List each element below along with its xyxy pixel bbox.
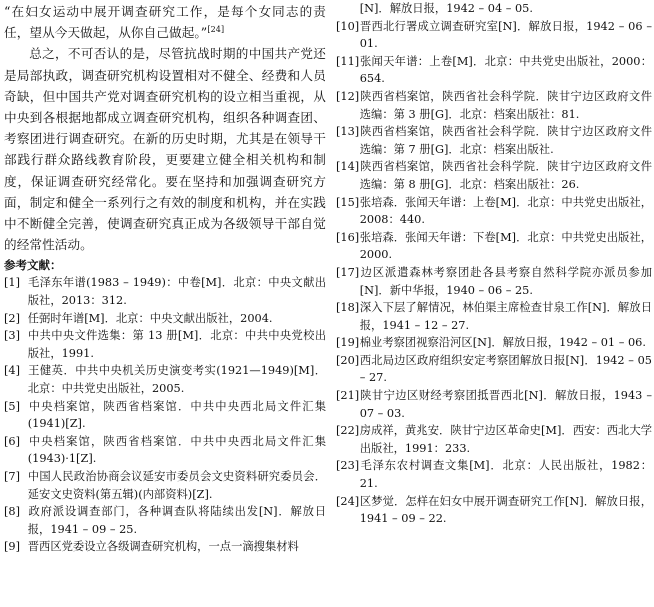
reference-item xyxy=(4,398,326,433)
reference-item xyxy=(336,194,652,229)
reference-number: [3] xyxy=(4,329,21,343)
reference-number: [8] xyxy=(4,505,21,519)
reference-text: 中共中央文件选集：第 13 册[M]．北京：中共中央党校出版社，1991. xyxy=(27,329,326,360)
reference-number: [11] xyxy=(336,54,360,68)
reference-item xyxy=(336,352,652,387)
reference-text: 陕西省档案馆，陕西省社会科学院．陕甘宁边区政府文件选编：第 3 册[G]．北京：档案出版社：81. xyxy=(359,89,652,121)
reference-number: [1] xyxy=(4,276,21,290)
reference-item xyxy=(336,457,652,492)
reference-text: 毛泽东农村调查文集[M]．北京：人民出版社，1982：21. xyxy=(359,459,652,491)
reference-text: 晋西北行署成立调查研究室[N]．解放日报，1942 – 06 – 01. xyxy=(359,19,652,51)
reference-item xyxy=(4,503,326,538)
reference-text: 房成祥，黄兆安．陕甘宁边区革命史[M]．西安：西北大学出版社，1991：233. xyxy=(359,424,652,455)
reference-text: [N]．解放日报，1942 – 04 – 05. xyxy=(359,2,533,15)
reference-text: 西北局边区政府组织安定考察团解放日报[N]．1942 – 05 – 27. xyxy=(359,353,652,385)
reference-item xyxy=(336,299,652,334)
reference-number: [23] xyxy=(336,459,360,473)
reference-number: [6] xyxy=(4,434,21,448)
reference-continuation xyxy=(336,0,652,18)
reference-number: [21] xyxy=(336,389,360,403)
reference-number: [9] xyxy=(4,540,21,554)
reference-number: [14] xyxy=(336,160,360,174)
reference-text: 边区派遣森林考察团赴各县考察自然科学院亦派员参加[N]．新中华报，1940 – 06 – 25. xyxy=(359,265,652,297)
reference-item xyxy=(336,493,652,528)
reference-text: 张培森．张闻天年谱：上卷[M]．北京：中共党史出版社，2008：440. xyxy=(359,195,652,227)
reference-text: 中国人民政治协商会议延安市委员会文史资料研究委员会．延安文史资料(第五辑)(内部资料)[Z]. xyxy=(27,469,326,501)
reference-text: 陕西省档案馆，陕西省社会科学院．陕甘宁边区政府文件选编：第 7 册[G]．北京：档案出版社. xyxy=(359,125,652,156)
quote-paragraph xyxy=(4,1,326,43)
reference-text: 陕甘宁边区财经考察团抵晋西北[N]．解放日报，1943 – 07 – 03. xyxy=(359,389,652,420)
left-column xyxy=(4,0,326,556)
reference-text: 毛泽东年谱(1983 – 1949)：中卷[M]．北京：中央文献出版社，2013：312. xyxy=(27,276,326,308)
reference-text: 深入下层了解情况，林伯渠主席检查甘泉工作[N]．解放日报，1941 – 12 – 27. xyxy=(359,301,652,332)
right-column xyxy=(336,0,652,528)
reference-number: [12] xyxy=(336,89,360,103)
reference-item xyxy=(336,229,652,264)
reference-item xyxy=(4,274,326,309)
reference-item xyxy=(4,468,326,503)
reference-number: [24] xyxy=(336,494,360,508)
reference-number: [5] xyxy=(4,399,21,413)
reference-text: 政府派设调查部门，各种调查队将陆续出发[N]．解放日报，1941 – 09 – 25. xyxy=(27,505,326,536)
conclusion-paragraph: 总之，不可否认的是，尽管抗战时期的中国共产党还是局部执政，调查研究机构设置相对不健全、经费和人员奇缺，但中国共产党对调查研究机构的设立相当重视，从中央到各根据地都成立调查研究机构，组织各种调查团、考察团进行调查研究。在新的历史时期，尤其是在领导干部践行群众路线教育阶段，更要建立健全相关机构和制度，保证调查研究经常化。要在坚持和加强调查研究方面，制定和健全一系列行之有效的制度和机构，并在实践中不断健全完善，使调查研究真正成为各级领导干部自觉的经常性活动。 xyxy=(4,46,326,253)
reference-number: [2] xyxy=(4,311,21,325)
reference-text: 棉业考察团视察沿河区[N]．解放日报，1942 – 01 – 06. xyxy=(359,336,646,350)
reference-number: [18] xyxy=(336,301,360,315)
reference-item xyxy=(336,422,652,457)
reference-text: 张培森．张闻天年谱：下卷[M]．北京：中共党史出版社，2000. xyxy=(359,230,652,262)
paragraph-text: “在妇女运动中展开调查研究工作，是每个女同志的责任，望从今天做起，从你自己做起。” xyxy=(4,4,326,41)
reference-item xyxy=(4,310,326,328)
reference-text: 中央档案馆，陕西省档案馆．中共中央西北局文件汇集(1941)[Z]. xyxy=(27,399,326,431)
reference-text: 中央档案馆，陕西省档案馆．中共中央西北局文件汇集(1943)·1[Z]. xyxy=(27,434,326,466)
reference-item xyxy=(336,264,652,299)
reference-text: 任弼时年谱[M]．北京：中央文献出版社，2004. xyxy=(27,311,273,325)
reference-text: 王健英．中共中央机关历史演变考实(1921—1949)[M]．北京：中共党史出版社，2005. xyxy=(27,364,326,395)
reference-number: [20] xyxy=(336,353,360,367)
references-heading: 参考文献： xyxy=(4,258,62,273)
reference-text: 张闻天年谱：上卷[M]．北京：中共党史出版社，2000：654. xyxy=(359,54,652,86)
reference-item xyxy=(336,334,652,352)
reference-item xyxy=(336,123,652,158)
citation-superscript: [24] xyxy=(207,25,225,35)
reference-item xyxy=(336,53,652,88)
reference-number: [7] xyxy=(4,469,21,483)
reference-item xyxy=(4,327,326,362)
reference-number: [19] xyxy=(336,336,360,350)
reference-text: 陕西省档案馆，陕西省社会科学院．陕甘宁边区政府文件选编：第 8 册[G]．北京：档案出版社：26. xyxy=(359,160,652,191)
reference-item xyxy=(336,18,652,53)
reference-number: [13] xyxy=(336,125,360,139)
reference-number: [22] xyxy=(336,424,360,438)
reference-number: [15] xyxy=(336,195,360,209)
reference-item xyxy=(4,362,326,397)
reference-text: 晋西区党委设立各级调查研究机构，一点一滴搜集材料 xyxy=(27,540,299,554)
reference-number: [16] xyxy=(336,230,360,244)
reference-number: [10] xyxy=(336,19,360,33)
reference-text: 区梦觉．怎样在妇女中展开调查研究工作[N]．解放日报，1941 – 09 – 22. xyxy=(359,494,652,526)
reference-item xyxy=(336,387,652,422)
reference-item xyxy=(4,538,326,556)
reference-item xyxy=(4,433,326,468)
reference-number: [4] xyxy=(4,364,21,378)
reference-item xyxy=(336,158,652,193)
reference-item xyxy=(336,88,652,123)
reference-number: [17] xyxy=(336,265,360,279)
